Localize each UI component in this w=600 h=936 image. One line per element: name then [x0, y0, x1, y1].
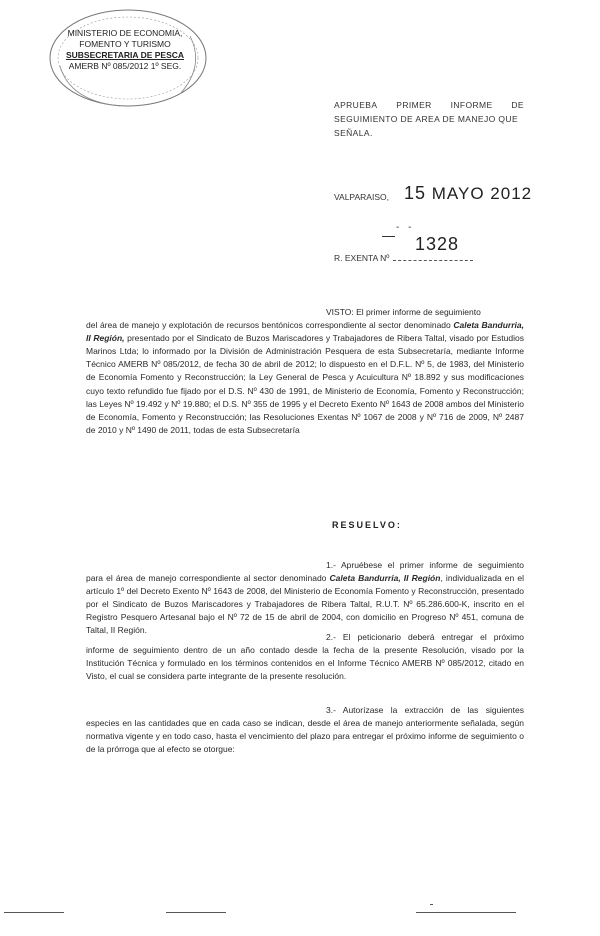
document-title	[334, 98, 524, 140]
number-dash	[382, 236, 395, 237]
resolution-number: 1328	[415, 234, 460, 254]
resuelvo-heading: RESUELVO:	[332, 520, 402, 530]
dash-marks: - -	[396, 222, 415, 233]
title-word: APRUEBA	[334, 100, 378, 110]
title-word: DE	[511, 100, 524, 110]
visto-paragraph	[86, 306, 524, 437]
title-word: PRIMER	[396, 100, 432, 110]
visto-text-2: presentado por el Sindicato de Buzos Mariscadores y Trabajadores de Ribera Taltal, visado por Estudios Marinos Ltda; lo informado por la División de Administración Pesquera de esta Subsecretaría, mediante Informe Técnico AMERB Nº 085/2012, de fecha 30 de abril de 2012; lo dispuesto en el D.F.L. Nº 5, de 1983, del Ministerio de Economía Fomento y Reconstrucción; la Ley General de Pesca y Acuicultura Nº 18.892 y sus modificaciones cuyo texto refundido fue fijado por el D.S. Nº 430 de 1991, de Ministerio de Economía, Fomento y Reconstrucción; las Leyes Nº 19.492 y Nº 19.880; el D.S. Nº 355 de 1995 y el Decreto Exento Nº 1643 de 2008 ambos del Ministerio de Economía, Fomento y Reconstrucción; las Resoluciones Exentas Nº 1067 de 2008 y Nº 716 de 2009, Nº 2487 de 2010 y Nº 1490 de 2011, todas de esta Subsecretaría	[86, 333, 524, 435]
footer-mark	[430, 904, 433, 905]
item-1-sector-name: Caleta Bandurria, II Región	[329, 573, 441, 584]
visto-sector-name: Caleta Bandurria, II Región,	[86, 320, 524, 344]
exenta-label: R. EXENTA Nº	[334, 253, 390, 263]
item-1-paragraph	[86, 559, 524, 638]
item-1-text-b: , individualizada en el artículo 1º del Decreto Exento Nº 1643 de 2008, del Ministerio de Economía Fomento y Reconstrucción, presentado por el Sindicato de Buzos Mariscadores y Trabajadores de Ribera Taltal, R.U.T. Nº 65.286.600-K, inscrito en el Registro Pesquero Artesanal bajo el Nº 72 de 15 de abril de 2004, con domicilio en Progreso Nº 451, comuna de Taltal, II Región.	[86, 573, 524, 636]
date-stamp	[404, 183, 532, 204]
letterhead-ministry-2: FOMENTO Y TURISMO	[79, 39, 171, 49]
date-month-year: MAYO 2012	[431, 184, 533, 203]
visto-text-1: del área de manejo y explotación de recursos bentónicos correspondiente al sector denominado	[86, 320, 451, 331]
title-line-2: SEGUIMIENTO DE AREA DE MANEJO QUE	[334, 114, 519, 124]
letterhead-ministry: MINISTERIO DE ECONOMIA,	[67, 28, 183, 38]
footer-signature-line	[416, 912, 516, 913]
title-line-1	[334, 98, 524, 112]
item-2-paragraph: 2.- El peticionario deberá entregar el próximo informe de seguimiento dentro de un año contado desde la fecha de la presente Resolución, visado por la Institución Técnica y formulado en los términos contenidos en el Informe Técnico AMERB Nº 085/2012, citado en Visto, el cual se considera parte integrante de la presente resolución.	[86, 632, 524, 682]
footer-initials-line	[166, 912, 226, 913]
letterhead-reference: AMERB Nº 085/2012 1º SEG.	[68, 61, 182, 71]
title-word: INFORME	[450, 100, 493, 110]
visto-opening: VISTO: El primer informe de seguimiento	[326, 307, 481, 317]
date-day: 15	[404, 183, 427, 203]
place-label: VALPARAISO,	[334, 192, 389, 202]
item-1-text-a: 1.- Apruébese el primer informe de seguimiento para el área de manejo correspondiente al sector denominado	[86, 560, 524, 584]
exenta-underline	[393, 260, 473, 261]
title-line-3: SEÑALA.	[334, 128, 373, 138]
footer-initials-line	[4, 912, 64, 913]
letterhead-subsecretaria: SUBSECRETARIA DE PESCA	[65, 50, 185, 60]
item-3-paragraph: 3.- Autorízase la extracción de las siguientes especies en las cantidades que en cada caso se indican, desde el área de manejo anteriormente señalada, según normativa vigente y en todo caso, hasta el vencimiento del plazo para entregar el próximo informe de seguimiento o de la prórroga que al efecto se otorgue:	[86, 705, 524, 755]
letterhead	[50, 28, 200, 72]
